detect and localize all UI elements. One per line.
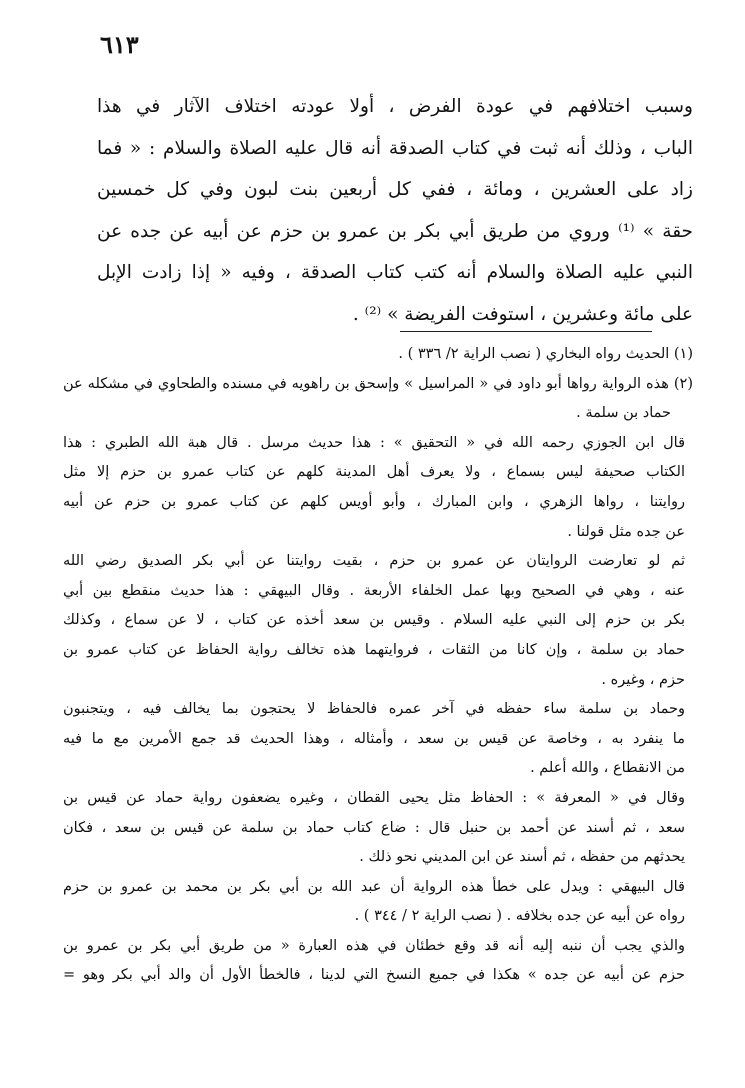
footnote-line: حزم عن أبيه عن جده » هكذا في جميع النسخ التي لدينا ، فالخطأ الأول أن والد أبي بكر وهو = (63, 967, 685, 984)
footnote-line: عنه ، وهي في الصحيح وبها عمل الخلفاء الأربعة . وقال البيهقي : هذا حديث منقطع بين أبي (63, 582, 685, 599)
footnote-separator (400, 331, 652, 332)
footnote-line: يحدثهم من حفظه ، ثم أسند عن ابن المديني نحو ذلك . (359, 849, 685, 866)
footnote-line: قال ابن الجوزي رحمه الله في « التحقيق » : هذا حديث مرسل . قال هبة الله الطبري : هذا (63, 434, 685, 451)
main-text-line: وسبب اختلافهم في عودة الفرض ، أولا عودته اختلاف الآثار في هذا (97, 96, 693, 117)
footnote-line: روايتنا ، رواها الزهري ، وابن المبارك ، وأبو أويس كلهم عن كتاب عمرو بن حزم عن أبيه (63, 493, 685, 510)
footnote-line: حزم ، وغيره . (601, 671, 685, 688)
main-text-line: النبي عليه الصلاة والسلام أنه كتب كتاب الصدقة ، وفيه « إذا زادت الإبل (97, 262, 693, 283)
footnote-line: من الانقطاع ، والله أعلم . (530, 760, 685, 777)
footnote-line: بكر بن حزم إلى النبي عليه السلام . وقيس بن سعد أخذه عن كتاب ، لا عن سماع ، وكذلك (63, 612, 685, 629)
footnote-line: وقال في « المعرفة » : الحفاظ مثل يحيى القطان ، وغيره يضعفون رواية حماد عن قيس بن (63, 789, 685, 806)
footnote-line: (٢) هذه الرواية رواها أبو داود في « المراسيل » وإسحق بن راهويه في مسنده والطحاوي في مشكله عن (63, 375, 693, 392)
footnote-line: حماد بن سلمة ، وإن كانا من الثقات ، فروايتهما هذه تخالف رواية الحفاظ عن كتاب عمرو بن (63, 641, 685, 658)
footnotes (63, 340, 693, 991)
main-text-line: زاد على العشرين ، ومائة ، ففي كل أربعين بنت لبون وفي كل خمسين (97, 179, 693, 200)
footnote-line: ما ينفرد به ، وخاصة عن قيس بن سعد ، وأمثاله ، وهذا الحديث قد جمع الأمرين مع ما فيه (63, 730, 685, 747)
footnote-line: رواه عن أبيه عن جده بخلافه . ( نصب الراية ٢ / ٣٤٤ ) . (354, 908, 685, 925)
main-text-line: الباب ، وذلك أنه ثبت في كتاب الصدقة أنه قال عليه الصلاة والسلام : « فما (97, 137, 693, 159)
footnote-line: ثم لو تعارضت الروايتان عن عمرو بن حزم ، بقيت روايتنا عن أبي بكر الصديق رضي الله (63, 553, 685, 570)
page-number: ٦١٣ (100, 30, 139, 59)
main-text-line: على مائة وعشرين ، استوفت الفريضة » ⁽²⁾ . (352, 303, 693, 325)
footnote-line: قال البيهقي : ويدل على خطأ هذه الرواية أن عبد الله بن أبي بكر بن محمد بن عمرو بن حزم (63, 878, 685, 895)
footnote-line: وحماد بن سلمة ساء حفظه في آخر عمره فالحفاظ لا يحتجون بما يخالف فيه ، ويتجنبون (63, 701, 685, 718)
footnote-line: الكتاب صحيفة ليس بسماع ، ولا يعرف أهل المدينة كلهم عن كتاب عمرو بن حزم إلا مثل (63, 464, 685, 481)
main-text (97, 86, 693, 335)
footnote-line: سعد ، ثم أسند عن أحمد بن حنبل قال : ضاع كتاب حماد بن سلمة عن قيس بن سعد ، فكان (63, 819, 685, 836)
main-text-line: حقة » ⁽¹⁾ وروي من طريق أبي بكر بن عمرو بن حزم عن أبيه عن جده عن (97, 220, 693, 242)
footnote-line: حماد بن سلمة . (576, 405, 671, 422)
footnote-line: عن جده مثل قولنا . (567, 523, 685, 540)
footnote-line: (١) الحديث رواه البخاري ( نصب الراية ٢/ ٣٣٦ ) . (398, 346, 693, 362)
footnote-line: والذي يجب أن ننبه إليه أنه قد وقع خطئان في هذه العبارة « من طريق أبي بكر بن عمرو بن (63, 937, 685, 954)
